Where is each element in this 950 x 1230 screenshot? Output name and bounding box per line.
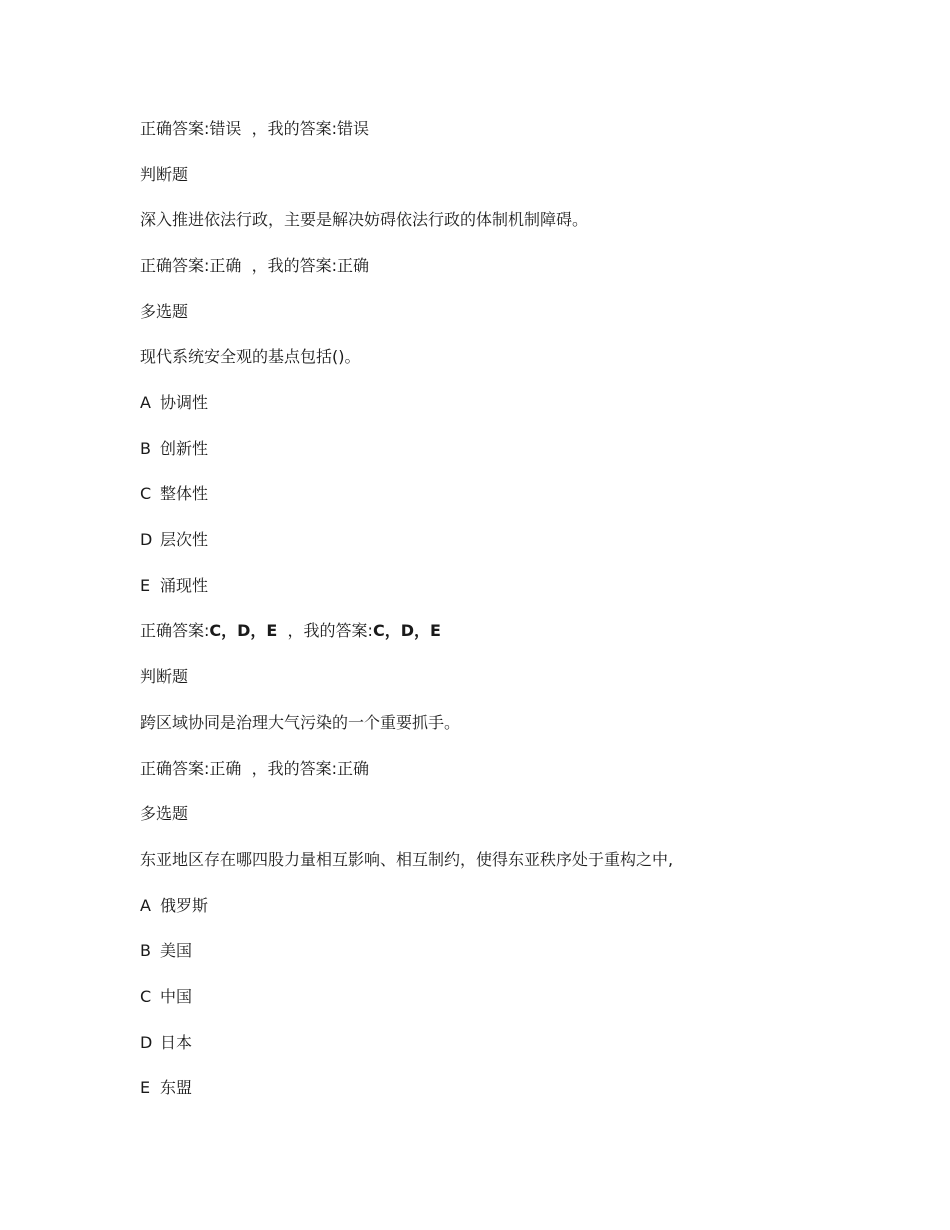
my-answer-label: ，我的答案: — [277, 621, 373, 640]
correct-answer-label: 正确答案: — [140, 256, 210, 275]
option-text: 创新性 — [160, 439, 209, 458]
question-type: 判断题 — [140, 667, 189, 686]
option-letter: D — [140, 1033, 153, 1052]
option-item — [140, 439, 208, 459]
option-item — [140, 1033, 192, 1053]
option-item — [140, 530, 208, 550]
my-answer-label: ，我的答案: — [241, 759, 337, 778]
correct-answer-label: 正确答案: — [140, 621, 210, 640]
option-item — [140, 896, 208, 916]
question-text: 现代系统安全观的基点包括()。 — [140, 347, 361, 366]
option-text: 整体性 — [160, 484, 209, 503]
option-text: 层次性 — [160, 530, 209, 549]
question-type: 多选题 — [140, 302, 189, 321]
answer-line — [140, 621, 441, 641]
option-text: 涌现性 — [160, 576, 209, 595]
option-letter: B — [140, 941, 151, 960]
option-letter: C — [140, 484, 152, 503]
option-letter: C — [140, 987, 152, 1006]
option-item — [140, 393, 208, 413]
option-letter: E — [140, 576, 151, 595]
question-text: 深入推进依法行政，主要是解决妨碍依法行政的体制机制障碍。 — [140, 210, 589, 229]
my-answer-value: 正确 — [337, 256, 370, 275]
option-item — [140, 484, 208, 504]
option-text: 中国 — [160, 987, 193, 1006]
answer-line — [140, 759, 369, 779]
my-answer-value: C，D，E — [372, 621, 441, 640]
answer-line — [140, 119, 369, 139]
answer-line — [140, 256, 369, 276]
option-text: 俄罗斯 — [160, 896, 209, 915]
correct-answer-label: 正确答案: — [140, 759, 210, 778]
my-answer-label: ，我的答案: — [241, 119, 337, 138]
question-text: 东亚地区存在哪四股力量相互影响、相互制约，使得东亚秩序处于重构之中, — [140, 850, 674, 869]
option-letter: E — [140, 1078, 151, 1097]
option-item — [140, 941, 192, 961]
option-letter: A — [140, 896, 151, 915]
correct-answer-value: 错误 — [209, 119, 242, 138]
my-answer-value: 错误 — [337, 119, 370, 138]
option-text: 日本 — [160, 1033, 193, 1052]
option-text: 美国 — [160, 941, 193, 960]
option-letter: D — [140, 530, 153, 549]
option-item — [140, 987, 192, 1007]
question-type: 多选题 — [140, 804, 189, 823]
question-type: 判断题 — [140, 165, 189, 184]
correct-answer-value: C，D，E — [209, 621, 278, 640]
my-answer-label: ，我的答案: — [241, 256, 337, 275]
option-item — [140, 576, 208, 596]
option-text: 协调性 — [160, 393, 209, 412]
my-answer-value: 正确 — [337, 759, 370, 778]
question-text: 跨区域协同是治理大气污染的一个重要抓手。 — [140, 713, 461, 732]
correct-answer-value: 正确 — [209, 256, 242, 275]
option-text: 东盟 — [160, 1078, 193, 1097]
correct-answer-value: 正确 — [209, 759, 242, 778]
option-letter: A — [140, 393, 151, 412]
correct-answer-label: 正确答案: — [140, 119, 210, 138]
option-item — [140, 1078, 192, 1098]
option-letter: B — [140, 439, 151, 458]
